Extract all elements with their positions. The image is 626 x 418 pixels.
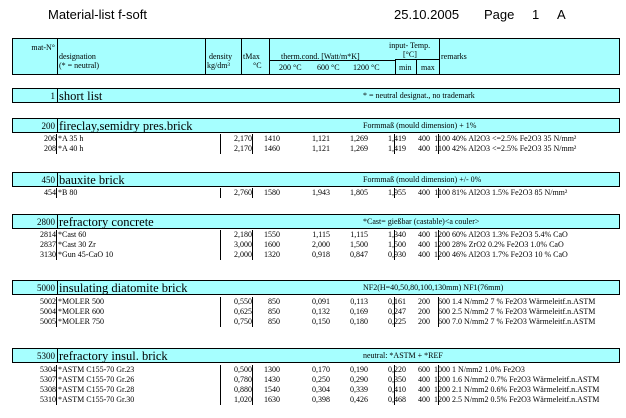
cell-tmax: 1300	[264, 365, 280, 374]
cell-remarks: 60% Al2O3 1.3% Fe2O3 5.4% CaO	[452, 230, 568, 239]
cell-min: 400	[418, 240, 430, 249]
col-designation-note: (* = neutral)	[59, 61, 100, 70]
cell-remarks: 42% Al2O3 <=2.5% Fe2O3 35 N/mm²	[452, 144, 577, 153]
cell-min: 200	[418, 317, 430, 326]
cell-designation: *MOLER 750	[58, 317, 104, 326]
cell-max: 1200	[434, 230, 450, 239]
table-row	[12, 188, 620, 197]
cell-max: 1200	[434, 240, 450, 249]
col-input-temp-unit: [°C]	[403, 50, 417, 59]
section-number: 200	[41, 121, 55, 131]
table-row	[12, 307, 620, 316]
cell-tmax: 1410	[264, 134, 280, 143]
cell-therm-1200: 0,468	[388, 395, 406, 404]
section-header	[12, 348, 620, 363]
cell-therm-600: 1,269	[350, 144, 368, 153]
cell-density: 0,750	[234, 317, 252, 326]
cell-therm-600: 1,500	[350, 240, 368, 249]
cell-min: 600	[418, 365, 430, 374]
cell-id: 5304	[40, 365, 56, 374]
section-number: 2800	[37, 217, 55, 227]
cell-remarks: 1 N/mm2 1.0% Fe2O3	[452, 365, 525, 374]
cell-density: 0,780	[234, 375, 252, 384]
cell-tmax: 1630	[264, 395, 280, 404]
cell-therm-1200: 0,161	[388, 297, 406, 306]
cell-therm-200: 1,121	[312, 134, 330, 143]
cell-therm-200: 1,943	[312, 188, 330, 197]
cell-therm-200: 0,304	[312, 385, 330, 394]
col-tmax: tMax	[243, 52, 260, 61]
cell-therm-1200: 1,419	[388, 134, 406, 143]
cell-remarks: 46% Al2O3 1.7% Fe2O3 10 % CaO	[452, 250, 568, 259]
cell-designation: *B 80	[58, 188, 78, 197]
table-row	[12, 134, 620, 143]
cell-id: 2814	[40, 230, 56, 239]
cell-therm-200: 2,000	[312, 240, 330, 249]
cell-therm-200: 0,132	[312, 307, 330, 316]
cell-max: 1100	[434, 134, 450, 143]
cell-id: 208	[44, 144, 56, 153]
cell-therm-1200: 1,500	[388, 240, 406, 249]
cell-max: 1100	[434, 144, 450, 153]
table-row	[12, 250, 620, 259]
section-note: neutral: *ASTM + *REF	[363, 351, 443, 360]
cell-therm-200: 0,091	[312, 297, 330, 306]
cell-remarks: 7.0 N/mm2 7 % Fe2O3 Wärmeleitf.n.ASTM	[452, 317, 596, 326]
cell-therm-1200: 0,350	[388, 375, 406, 384]
cell-remarks: 2.5 N/mm2 7 % Fe2O3 Wärmeleitf.n.ASTM	[452, 307, 596, 316]
cell-therm-1200: 1,340	[388, 230, 406, 239]
section-number: 1	[50, 91, 55, 101]
section-header	[12, 280, 620, 295]
cell-therm-1200: 0,225	[388, 317, 406, 326]
cell-therm-200: 0,918	[312, 250, 330, 259]
cell-density: 0,880	[234, 385, 252, 394]
cell-min: 400	[418, 188, 430, 197]
cell-therm-600: 0,426	[350, 395, 368, 404]
cell-designation: *ASTM C155-70 Gr.26	[58, 375, 135, 384]
cell-tmax: 1540	[264, 385, 280, 394]
cell-therm-200: 0,250	[312, 375, 330, 384]
cell-therm-1200: 0,247	[388, 307, 406, 316]
cell-therm-600: 0,113	[350, 297, 368, 306]
cell-max: 600	[438, 317, 450, 326]
cell-designation: *ASTM C155-70 Gr.28	[58, 385, 135, 394]
col-remarks: remarks	[441, 52, 467, 61]
col-tmax-unit: °C	[253, 61, 262, 70]
cell-remarks: 1.4 N/mm2 7 % Fe2O3 Wärmeleitf.n.ASTM	[452, 297, 596, 306]
cell-density: 0,625	[234, 307, 252, 316]
table-row	[12, 385, 620, 394]
cell-min: 400	[418, 385, 430, 394]
section-header	[12, 118, 620, 133]
cell-therm-1200: 1,955	[388, 188, 406, 197]
section-note: * = neutral designat., no trademark	[363, 91, 475, 100]
page-label: Page	[484, 7, 515, 22]
section-note: NF2(H=40,50,80,100,130mm) NF1(76mm)	[363, 283, 504, 292]
cell-density: 0,500	[234, 365, 252, 374]
cell-min: 400	[418, 134, 430, 143]
cell-therm-600: 0,190	[350, 365, 368, 374]
cell-id: 5310	[40, 395, 56, 404]
col-max: max	[421, 63, 435, 72]
cell-max: 600	[438, 307, 450, 316]
table-row	[12, 240, 620, 249]
cell-tmax: 850	[268, 297, 280, 306]
cell-min: 400	[418, 230, 430, 239]
col-therm-200: 200 °C	[279, 63, 302, 72]
table-row	[12, 297, 620, 306]
cell-max: 1200	[434, 375, 450, 384]
cell-tmax: 850	[268, 317, 280, 326]
cell-designation: *MOLER 600	[58, 307, 104, 316]
cell-designation: *A 40 h	[58, 144, 84, 153]
table-row	[12, 395, 620, 404]
cell-id: 5002	[40, 297, 56, 306]
cell-designation: *Gun 45-CaO 10	[58, 250, 114, 259]
section-rows	[12, 365, 620, 405]
section-note: Formmaß (mould dimension) + 1%	[363, 121, 477, 130]
section-note: *Cast= gießbar (castable)<a couler>	[363, 217, 480, 226]
cell-designation: *ASTM C155-70 Gr.30	[58, 395, 135, 404]
cell-min: 200	[418, 297, 430, 306]
cell-id: 2837	[40, 240, 56, 249]
cell-remarks: 2.1 N/mm2 0.6% Fe2O3 Wärmeleitf.n.ASTM	[452, 385, 600, 394]
cell-designation: *Cast 30 Zr	[58, 240, 96, 249]
cell-therm-1200: 0,220	[388, 365, 406, 374]
cell-density: 0,550	[234, 297, 252, 306]
cell-tmax: 1580	[264, 188, 280, 197]
section-header	[12, 172, 620, 187]
section-number: 5300	[37, 351, 55, 361]
cell-density: 2,170	[234, 134, 252, 143]
column-header	[12, 38, 620, 75]
section-name: refractory insul. brick	[59, 349, 168, 363]
cell-remarks: 28% ZrO2 0.2% Fe2O3 1.0% CaO	[452, 240, 564, 249]
cell-therm-600: 0,847	[350, 250, 368, 259]
cell-density: 1,020	[234, 395, 252, 404]
table-row	[12, 365, 620, 374]
col-density: density	[209, 52, 233, 61]
cell-id: 5307	[40, 375, 56, 384]
cell-max: 1200	[434, 250, 450, 259]
col-therm: therm.cond. [Watt/m*K]	[281, 52, 360, 61]
cell-max: 1200	[434, 395, 450, 404]
section-header	[12, 88, 620, 103]
col-designation: designation	[59, 52, 96, 61]
cell-min: 400	[418, 375, 430, 384]
section-name: refractory concrete	[59, 215, 154, 229]
cell-remarks: 1.6 N/mm2 0.7% Fe2O3 Wärmeleitf.n.ASTM	[452, 375, 600, 384]
cell-max: 600	[438, 297, 450, 306]
cell-density: 2,180	[234, 230, 252, 239]
table-row	[12, 230, 620, 239]
document-version: A	[557, 7, 566, 22]
cell-min: 200	[418, 307, 430, 316]
col-min: min	[399, 63, 412, 72]
cell-therm-600: 0,339	[350, 385, 368, 394]
cell-tmax: 850	[268, 307, 280, 316]
cell-min: 400	[418, 395, 430, 404]
cell-id: 5004	[40, 307, 56, 316]
table-row	[12, 144, 620, 153]
cell-therm-200: 1,121	[312, 144, 330, 153]
cell-density: 2,000	[234, 250, 252, 259]
cell-therm-1200: 0,410	[388, 385, 406, 394]
cell-tmax: 1430	[264, 375, 280, 384]
table-row	[12, 317, 620, 326]
cell-therm-600: 1,269	[350, 134, 368, 143]
cell-designation: *Cast 60	[58, 230, 87, 239]
cell-min: 400	[418, 144, 430, 153]
cell-remarks: 81% Al2O3 1.5% Fe2O3 85 N/mm²	[452, 188, 568, 197]
cell-tmax: 1320	[264, 250, 280, 259]
cell-therm-600: 1,805	[350, 188, 368, 197]
section-rows	[12, 230, 620, 260]
cell-tmax: 1600	[264, 240, 280, 249]
cell-max: 1100	[434, 188, 450, 197]
cell-therm-200: 0,150	[312, 317, 330, 326]
section-name: short list	[59, 89, 103, 103]
cell-therm-600: 0,180	[350, 317, 368, 326]
page-number: 1	[532, 7, 540, 22]
cell-therm-200: 0,398	[312, 395, 330, 404]
col-therm-1200: 1200 °C	[353, 63, 380, 72]
cell-therm-600: 0,290	[350, 375, 368, 384]
cell-id: 3130	[40, 250, 56, 259]
col-therm-600: 600 °C	[317, 63, 340, 72]
cell-max: 1000	[434, 365, 450, 374]
cell-id: 5005	[40, 317, 56, 326]
section-name: fireclay,semidry pres.brick	[59, 119, 193, 133]
cell-therm-600: 0,169	[350, 307, 368, 316]
cell-density: 2,760	[234, 188, 252, 197]
section-number: 450	[41, 175, 55, 185]
cell-therm-200: 1,115	[312, 230, 330, 239]
document-date: 25.10.2005	[394, 7, 460, 22]
cell-therm-1200: 1,419	[388, 144, 406, 153]
section-note: Formmaß (mould dimension) +/- 0%	[363, 175, 482, 184]
col-density-unit: kg/dm³	[207, 61, 230, 70]
cell-id: 206	[44, 134, 56, 143]
cell-id: 5308	[40, 385, 56, 394]
section-name: bauxite brick	[59, 173, 125, 187]
table-row	[12, 375, 620, 384]
section-rows	[12, 188, 620, 198]
cell-designation: *MOLER 500	[58, 297, 104, 306]
col-input-temp: input- Temp.	[389, 41, 431, 50]
cell-therm-200: 0,170	[312, 365, 330, 374]
cell-tmax: 1550	[264, 230, 280, 239]
cell-therm-600: 1,115	[350, 230, 368, 239]
cell-id: 454	[44, 188, 56, 197]
section-rows	[12, 297, 620, 327]
section-number: 5000	[37, 283, 55, 293]
section-rows	[12, 134, 620, 154]
cell-therm-1200: 0,930	[388, 250, 406, 259]
cell-remarks: 2.5 N/mm2 0.5% Fe2O3 Wärmeleitf.n.ASTM	[452, 395, 600, 404]
cell-min: 400	[418, 250, 430, 259]
cell-density: 3,000	[234, 240, 252, 249]
cell-designation: *A 35 h	[58, 134, 84, 143]
cell-designation: *ASTM C155-70 Gr.23	[58, 365, 135, 374]
col-mat-no: mat-N°	[31, 43, 55, 52]
section-header	[12, 214, 620, 229]
section-name: insulating diatomite brick	[59, 281, 188, 295]
cell-density: 2,170	[234, 144, 252, 153]
cell-tmax: 1460	[264, 144, 280, 153]
cell-max: 1200	[434, 385, 450, 394]
document-title: Material-list f-soft	[48, 7, 147, 22]
cell-remarks: 40% Al2O3 <=2.5% Fe2O3 35 N/mm²	[452, 134, 577, 143]
